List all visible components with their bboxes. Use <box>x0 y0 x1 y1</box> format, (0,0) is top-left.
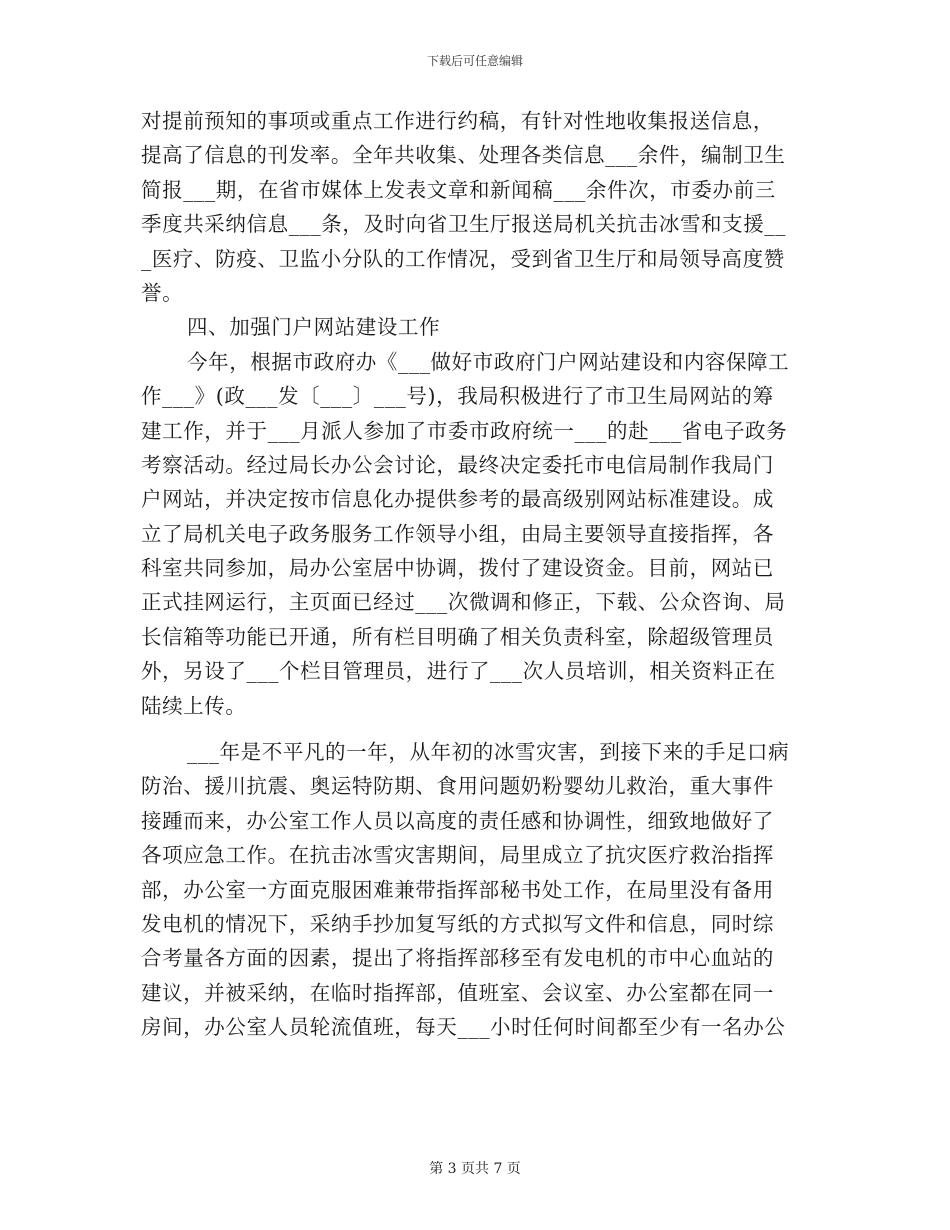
text-line: 长信箱等功能已开通，所有栏目明确了相关负责科室，除超级管理员 <box>141 624 774 649</box>
text-line: 建议，并被采纳，在临时指挥部，值班室、会议室、办公室都在同一 <box>141 980 774 1005</box>
text-line: 户网站，并决定按市信息化办提供参考的最高级别网站标准建设。成 <box>141 487 774 512</box>
text-line: 简报___期，在省市媒体上发表文章和新闻稿___余件次，市委办前三 <box>141 177 776 202</box>
paragraph <box>141 735 798 1045</box>
page-header: 下载后可任意编辑 <box>426 54 523 68</box>
paragraph <box>141 104 798 310</box>
text-line: 防治、援川抗震、奥运特防期、食用问题奶粉婴幼儿救治，重大事件 <box>141 774 774 799</box>
text-line: 提高了信息的刊发率。全年共收集、处理各类信息___余件，编制卫生 <box>141 143 786 168</box>
page-number: 第 3 页共 7 页 <box>429 1161 521 1177</box>
text-line: _医疗、防疫、卫监小分队的工作情况，受到省卫生厅和局领导高度赞 <box>141 246 785 271</box>
text-line: 作___》(政___发〔___〕___号)，我局积极进行了市卫生局网站的筹 <box>141 384 774 409</box>
text-line: 外，另设了___个栏目管理员，进行了___次人员培训，相关资料正在 <box>141 659 776 684</box>
text-line: 科室共同参加，局办公室居中协调，拨付了建设资金。目前，网站已 <box>141 556 774 581</box>
text-line: 考察活动。经过局长办公会讨论，最终决定委托市电信局制作我局门 <box>141 452 774 477</box>
text-line: 誉。 <box>141 280 184 305</box>
paragraph-spacer <box>141 723 798 735</box>
text-line: 陆续上传。 <box>141 693 247 718</box>
text-line: 房间，办公室人员轮流值班，每天___小时任何时间都至少有一名办公 <box>141 1015 786 1040</box>
paragraph <box>141 345 798 723</box>
text-line: 今年，根据市政府办《___做好市政府门户网站建设和内容保障工 <box>187 349 790 374</box>
text-line: 合考量各方面的因素，提出了将指挥部移至有发电机的市中心血站的 <box>141 946 774 971</box>
text-line: 建工作，并于___月派人参加了市委市政府统一___的赴___省电子政务 <box>141 418 788 443</box>
section-heading: 四、加强门户网站建设工作 <box>187 315 441 340</box>
text-line: ___年是不平凡的一年，从年初的冰雪灾害，到接下来的手足口病 <box>187 740 790 765</box>
text-line: 部，办公室一方面克服困难兼带指挥部秘书处工作，在局里没有备用 <box>141 877 774 902</box>
text-line: 季度共采纳信息___条，及时向省卫生厅报送局机关抗击冰雪和支援__ <box>141 212 787 237</box>
text-line: 发电机的情况下，采纳手抄加复写纸的方式拟写文件和信息，同时综 <box>141 911 774 936</box>
text-line: 接踵而来，办公室工作人员以高度的责任感和协调性，细致地做好了 <box>141 808 774 833</box>
text-line: 对提前预知的事项或重点工作进行约稿，有针对性地收集报送信息， <box>141 109 774 133</box>
document-body <box>141 104 798 1045</box>
text-line: 正式挂网运行，主页面已经过___次微调和修正，下载、公众咨询、局 <box>141 590 786 615</box>
text-line: 各项应急工作。在抗击冰雪灾害期间，局里成立了抗灾医疗救治指挥 <box>141 843 774 868</box>
text-line: 立了局机关电子政务服务工作领导小组，由局主要领导直接指挥，各 <box>141 521 774 546</box>
